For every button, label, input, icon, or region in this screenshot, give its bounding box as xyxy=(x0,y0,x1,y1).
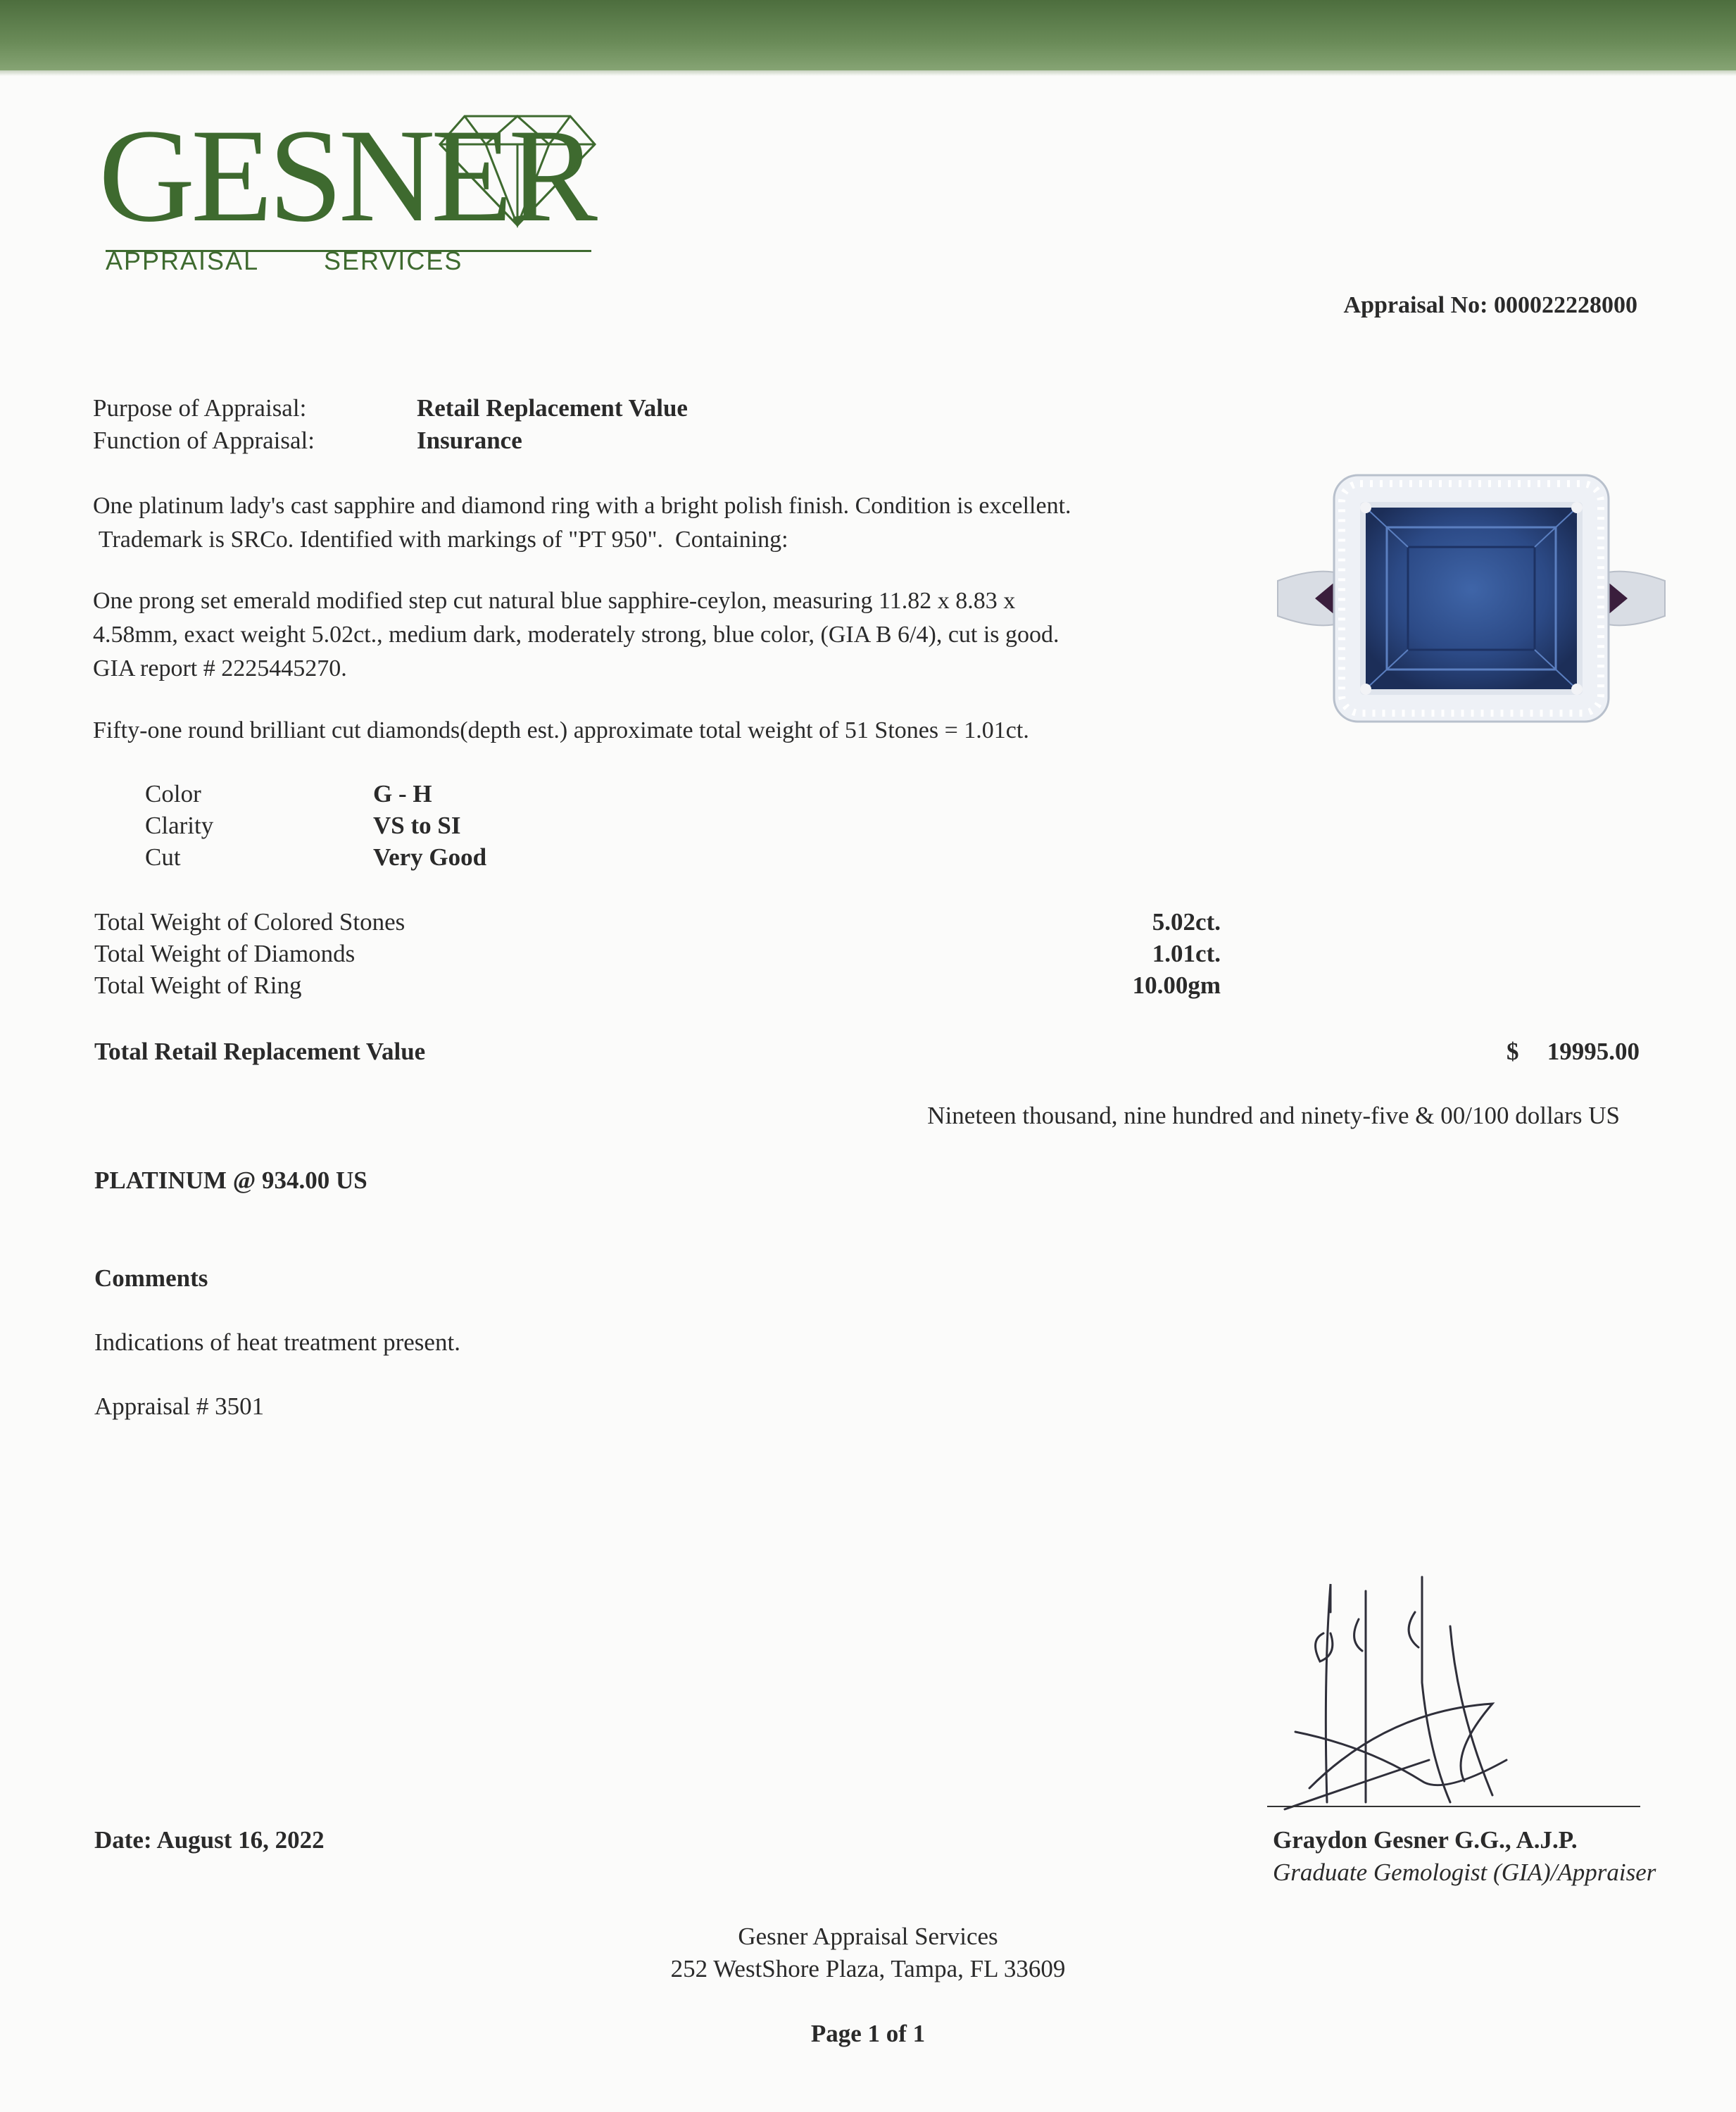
handwritten-signature xyxy=(1281,1570,1535,1823)
footer-address: 252 WestShore Plaza, Tampa, FL 33609 xyxy=(670,1955,1066,1982)
platinum-price: PLATINUM @ 934.00 US xyxy=(94,1167,367,1194)
page-number: Page 1 of 1 xyxy=(810,2020,926,2047)
total-value-currency: $ xyxy=(1507,1038,1519,1065)
comments-heading: Comments xyxy=(94,1264,208,1292)
total-colored-label: Total Weight of Colored Stones xyxy=(94,908,405,936)
total-value-label: Total Retail Replacement Value xyxy=(94,1038,426,1065)
appraisal-date: Date: August 16, 2022 xyxy=(94,1826,325,1854)
ring-description-line-1: One platinum lady's cast sapphire and diamond ring with a bright polish finish. Condition is excellent. xyxy=(93,493,1071,519)
sapphire-description-line-3: GIA report # 2225445270. xyxy=(93,655,347,681)
function-label: Function of Appraisal: xyxy=(93,427,315,454)
logo-subtitle-left: APPRAISAL xyxy=(106,246,260,275)
purpose-label: Purpose of Appraisal: xyxy=(93,394,307,422)
logo-subtitle-right: SERVICES xyxy=(324,246,463,275)
total-colored-value: 5.02ct. xyxy=(1152,908,1221,936)
purpose-value: Retail Replacement Value xyxy=(417,394,688,422)
sapphire-description-line-2: 4.58mm, exact weight 5.02ct., medium dark, moderately strong, blue color, (GIA B 6/4), cut is good. xyxy=(93,622,1059,648)
grade-color-label: Color xyxy=(145,780,201,807)
total-ring-label: Total Weight of Ring xyxy=(94,972,302,999)
appraisal-reference: Appraisal # 3501 xyxy=(94,1393,265,1420)
grade-clarity-label: Clarity xyxy=(145,812,214,839)
total-diamonds-label: Total Weight of Diamonds xyxy=(94,940,356,967)
total-ring-value: 10.00gm xyxy=(1132,972,1221,999)
ring-description-line-2: Trademark is SRCo. Identified with markings of "PT 950". Containing: xyxy=(93,527,788,553)
grade-color-value: G - H xyxy=(373,780,432,807)
logo-wordmark: GESNER xyxy=(99,102,593,250)
grade-clarity-value: VS to SI xyxy=(373,812,461,839)
amount-in-words: Nineteen thousand, nine hundred and ninety-five & 00/100 dollars US xyxy=(927,1102,1620,1129)
sapphire-description-line-1: One prong set emerald modified step cut natural blue sapphire-ceylon, measuring 11.82 x 8.83 x xyxy=(93,588,1016,614)
function-value: Insurance xyxy=(417,427,522,454)
total-diamonds-value: 1.01ct. xyxy=(1152,940,1221,967)
grade-cut-label: Cut xyxy=(145,843,181,871)
sapphire-ring-image xyxy=(1274,468,1668,729)
comments-text: Indications of heat treatment present. xyxy=(94,1328,460,1356)
grade-cut-value: Very Good xyxy=(373,843,487,871)
diamond-icon xyxy=(436,109,598,229)
top-banner xyxy=(0,0,1736,70)
company-logo xyxy=(99,102,605,278)
total-value-amount: 19995.00 xyxy=(1547,1038,1640,1065)
signer-title: Graduate Gemologist (GIA)/Appraiser xyxy=(1273,1859,1656,1886)
diamond-description: Fifty-one round brilliant cut diamonds(depth est.) approximate total weight of 51 Stones = 1.01ct. xyxy=(93,717,1029,743)
appraisal-number: Appraisal No: 000022228000 xyxy=(1343,292,1637,318)
banner-shadow xyxy=(0,70,1736,76)
signer-name: Graydon Gesner G.G., A.J.P. xyxy=(1273,1826,1578,1854)
footer-company: Gesner Appraisal Services xyxy=(738,1923,998,1950)
signature-line xyxy=(1267,1806,1640,1807)
